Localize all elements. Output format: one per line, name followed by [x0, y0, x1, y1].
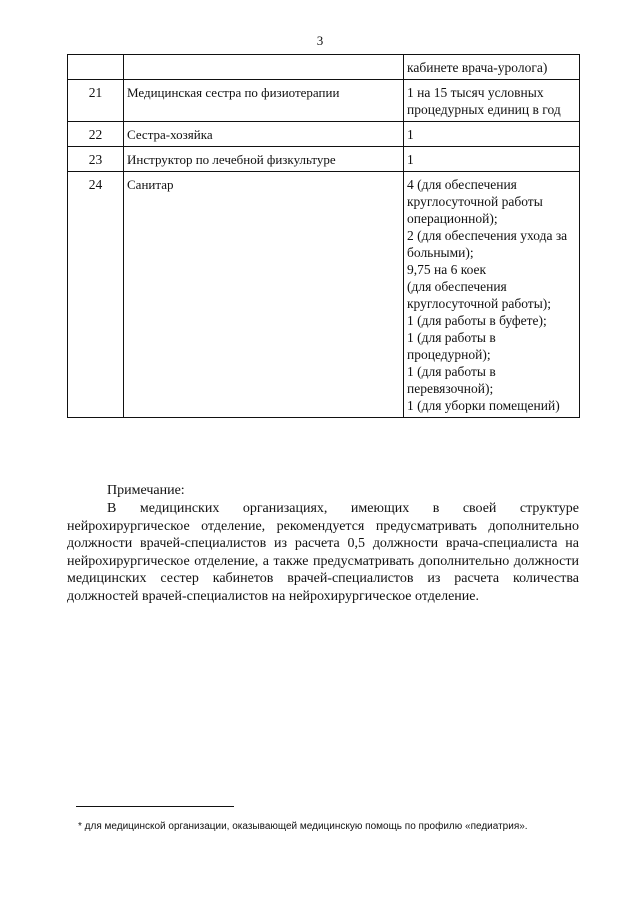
page-number: 3	[316, 33, 324, 48]
table-row	[68, 122, 580, 147]
position-name-cell: Медицинская сестра по физиотерапии	[124, 80, 404, 122]
table-row	[68, 147, 580, 172]
norm-line: 4 (для обеспечения	[407, 177, 517, 192]
staffing-norm-cell	[404, 147, 580, 172]
norm-line: 1	[407, 152, 414, 167]
norm-line: 2 (для обеспечения ухода за	[407, 228, 568, 243]
row-number-cell: 24	[68, 172, 124, 418]
row-number-cell: 23	[68, 147, 124, 172]
norm-line: круглосуточной работы	[407, 194, 543, 209]
norm-line: 1 (для работы в буфете);	[407, 313, 547, 328]
row-number-cell: 21	[68, 80, 124, 122]
norm-line: 1 (для уборки помещений)	[407, 398, 560, 413]
norm-line: больными);	[407, 245, 474, 260]
norm-line: 1 на 15 тысяч условных	[407, 85, 544, 100]
norm-line: процедурных единиц в год	[407, 102, 561, 117]
table-row	[68, 172, 580, 418]
position-name-cell: Санитар	[124, 172, 404, 418]
norm-line: (для обеспечения	[407, 279, 507, 294]
norm-line: перевязочной);	[407, 381, 494, 396]
norm-line: 1 (для работы в	[407, 330, 496, 345]
norm-line: круглосуточной работы);	[407, 296, 552, 311]
footnote-divider	[76, 806, 234, 807]
norm-line: кабинете врача-уролога)	[407, 60, 548, 75]
position-name-cell: Инструктор по лечебной физкультуре	[124, 147, 404, 172]
staffing-norm-cell	[404, 122, 580, 147]
norm-line: операционной);	[407, 211, 498, 226]
norm-line: 9,75 на 6 коек	[407, 262, 487, 277]
note-text: В медицинских организациях, имеющих в своей структуре нейрохирургическое отделение, рекомендуется предусматривать дополнительно должности врачей-специалистов из расчета 0,5 должности врача-специалиста на нейрохирургическое отделение, а также предусматривать дополнительно должности медицинских сестер кабинетов врачей-специалистов из расчета количества должностей врачей-специалистов на нейрохирургическое отделение.	[67, 501, 579, 604]
position-name-cell: Сестра-хозяйка	[124, 122, 404, 147]
staffing-table-body	[68, 55, 580, 418]
table-row	[68, 55, 580, 80]
staffing-norm-cell	[404, 55, 580, 80]
row-number-cell	[68, 55, 124, 80]
norm-line: 1	[407, 127, 414, 142]
norm-line: процедурной);	[407, 347, 491, 362]
row-number-cell: 22	[68, 122, 124, 147]
staffing-norm-cell	[404, 172, 580, 418]
norm-line: 1 (для работы в	[407, 364, 496, 379]
staffing-table	[67, 54, 580, 418]
note-title: Примечание:	[107, 483, 185, 498]
footnote-text: * для медицинской организации, оказывающей медицинскую помощь по профилю «педиатрия».	[78, 821, 528, 832]
position-name-cell	[124, 55, 404, 80]
staffing-norm-cell	[404, 80, 580, 122]
table-row	[68, 80, 580, 122]
